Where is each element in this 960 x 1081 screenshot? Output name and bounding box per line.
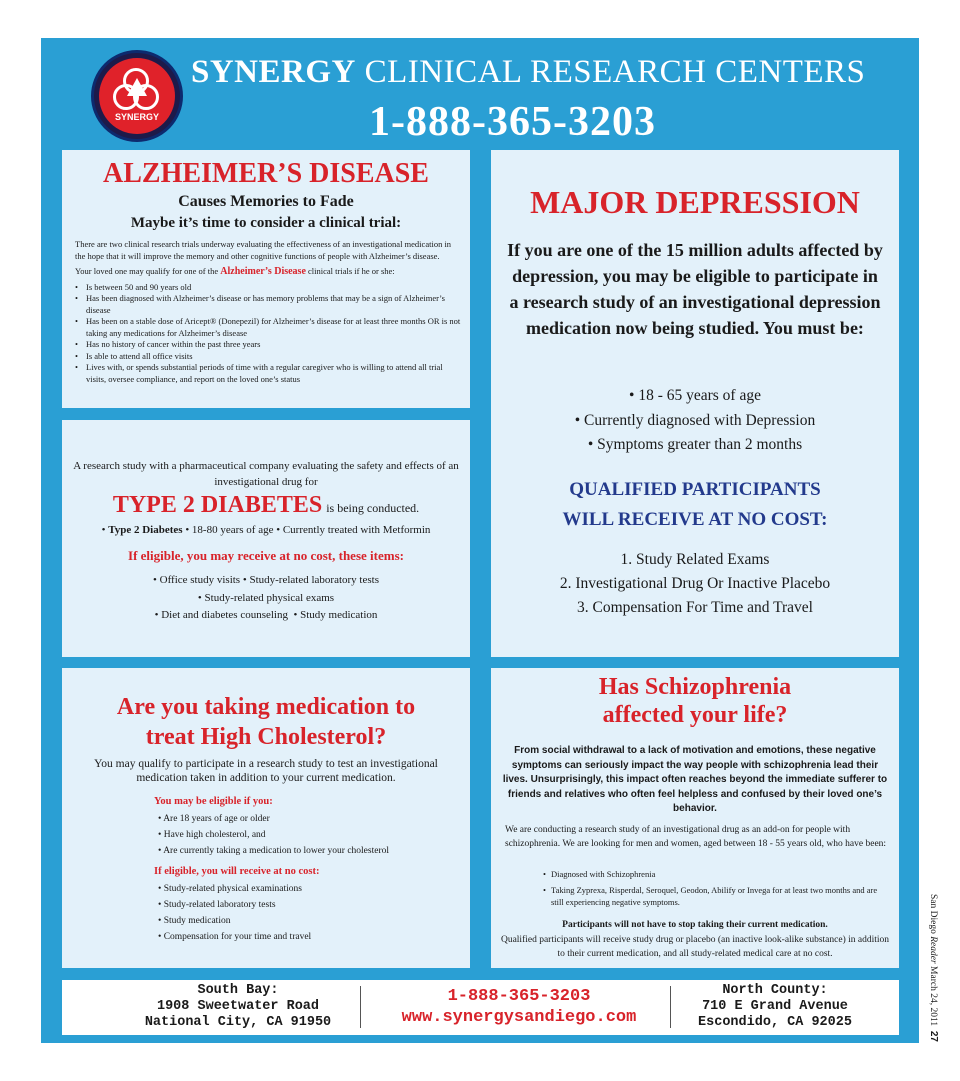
list-item: • Study-related laboratory tests	[158, 897, 458, 913]
list-item: • Are currently taking a medication to lower your cholesterol	[158, 843, 458, 859]
alzheimers-panel	[62, 150, 470, 408]
list-item: • Lives with, or spends substantial periods of time with a regular caregiver who is willing to attend all trial visits, oversee compliance, and report on the loved one’s status	[75, 362, 463, 385]
advertisement	[41, 38, 919, 1043]
diabetes-intro: A research study with a pharmaceutical company evaluating the safety and effects of an investigational drug for	[73, 460, 459, 488]
alzheimers-title: ALZHEIMER’S DISEASE	[103, 158, 429, 189]
list-item: • Is between 50 and 90 years old	[75, 282, 463, 294]
list-item: 2. Investigational Drug Or Inactive Placebo	[559, 575, 831, 592]
diabetes-criteria: • Type 2 Diabetes • 18-80 years of age • Currently treated with Metformin	[101, 524, 431, 536]
diabetes-eligible-heading: If eligible, you may receive at no cost, these items:	[128, 548, 404, 563]
schizophrenia-criteria	[543, 868, 883, 912]
diabetes-panel	[62, 420, 470, 657]
diabetes-items: • Office study visits • Study-related laboratory tests • Study-related physical exams • Diet and diabetes counseling • Study medication	[153, 574, 379, 621]
alzheimers-intro: There are two clinical research trials underway evaluating the effectiveness of an investigational medication in the hope that it will improve the memory and other cognitive functions of people with Alzheimer’s disease.	[75, 239, 452, 261]
list-item: • Has been diagnosed with Alzheimer’s disease or has memory problems that may be a sign of Alzheimer’s disease	[75, 293, 463, 316]
list-item: • Has been on a stable dose of Aricept® (Donepezil) for Alzheimer’s disease for at least three months OR is not taking any medications for Alzheimer’s disease	[75, 316, 463, 339]
cholesterol-intro: You may qualify to participate in a research study to test an investigational medication taken in addition to your current medication.	[94, 758, 438, 784]
list-item: • Is able to attend all office visits	[75, 351, 463, 363]
synergy-logo	[91, 50, 183, 142]
cholesterol-receive-heading: If eligible, you will receive at no cost:	[154, 866, 320, 877]
alzheimers-subtitle-2: Maybe it’s time to consider a clinical trial:	[130, 215, 402, 231]
alzheimers-body	[75, 239, 463, 385]
list-item: • Has no history of cancer within the past three years	[75, 339, 463, 351]
website-link[interactable]: www.synergysandiego.com	[401, 1008, 637, 1027]
publication-info: San Diego Reader March 24, 2011 27	[928, 894, 939, 1042]
depression-intro: If you are one of the 15 million adults affected by depression, you may be eligible to participate in a research study of an investigational depression medication now being studied. You must be:	[507, 240, 883, 338]
alzheimers-criteria	[75, 282, 463, 386]
cholesterol-eligible-list	[158, 811, 458, 859]
alzheimers-qualify: Your loved one may qualify for one of the Alzheimer’s Disease clinical trials if he or she:	[75, 266, 395, 277]
depression-benefits	[491, 548, 899, 620]
logo-text: SYNERGY	[114, 112, 159, 122]
depression-panel	[491, 150, 899, 657]
list-item: • 18 - 65 years of age	[629, 387, 761, 404]
diabetes-title: TYPE 2 DIABETES is being conducted.	[112, 492, 420, 518]
alzheimers-subtitle: Causes Memories to Fade	[178, 193, 354, 210]
depression-qualified-heading: QUALIFIED PARTICIPANTS WILL RECEIVE AT NO COST:	[562, 479, 828, 530]
list-item: • Symptoms greater than 2 months	[587, 436, 803, 453]
list-item: • Have high cholesterol, and	[158, 827, 458, 843]
list-item: 3. Compensation For Time and Travel	[577, 599, 813, 616]
footer	[62, 980, 899, 1035]
list-item: • Study-related physical examinations	[158, 881, 458, 897]
footer-contact	[364, 986, 674, 1028]
page-number: 27	[928, 1030, 939, 1042]
divider	[670, 986, 671, 1028]
schizophrenia-body: We are conducting a research study of an investigational drug as an add-on for people with schizophrenia. We are looking for men and women, aged between 18 - 55 years old, who have been:	[505, 825, 887, 849]
schizophrenia-title: Has Schizophrenia affected your life?	[598, 674, 792, 728]
south-bay-address: South Bay: 1908 Sweetwater Road National City, CA 91950	[144, 983, 332, 1030]
cholesterol-receive-list	[158, 881, 458, 945]
list-item: • Taking Zyprexa, Risperdal, Seroquel, Geodon, Abilify or Invega for at least two months and are still experiencing negative symptoms.	[543, 884, 883, 908]
depression-requirements	[491, 384, 899, 458]
list-item: 1. Study Related Exams	[620, 551, 770, 568]
list-item: • Study medication	[158, 913, 458, 929]
cholesterol-eligible-heading: You may be eligible if you:	[154, 796, 273, 807]
list-item: • Diagnosed with Schizophrenia	[543, 868, 883, 880]
footer-phone[interactable]: 1-888-365-3203	[447, 987, 591, 1006]
list-item: • Currently diagnosed with Depression	[574, 411, 816, 429]
schizophrenia-panel	[491, 668, 899, 968]
cholesterol-panel	[62, 668, 470, 968]
north-county-address: North County: 710 E Grand Avenue Escondido, CA 92025	[698, 983, 852, 1030]
divider	[360, 986, 361, 1028]
list-item: • Are 18 years of age or older	[158, 811, 458, 827]
schizophrenia-note: Participants will not have to stop taking their current medication.	[562, 920, 828, 930]
cholesterol-title: Are you taking medication to treat High Cholesterol?	[116, 694, 416, 750]
header-phone: 1-888-365-3203	[369, 99, 656, 145]
brand-name: SYNERGY CLINICAL RESEARCH CENTERS	[191, 54, 866, 90]
schizophrenia-closing: Qualified participants will receive study drug or placebo (an inactive look-alike substance) in addition to their current medication, and all study-related medical care at no cost.	[500, 935, 890, 959]
schizophrenia-lead: From social withdrawal to a lack of motivation and emotions, these negative symptoms can seriously impact the way people with schizophrenia lead their lives. Unsurprisingly, this impact often reaches beyond the immediate sufferer to friends and relatives who often feel helpless and confused by their loved one’s behavior.	[502, 745, 888, 814]
depression-title: MAJOR DEPRESSION	[530, 184, 860, 220]
list-item: • Compensation for your time and travel	[158, 929, 458, 945]
